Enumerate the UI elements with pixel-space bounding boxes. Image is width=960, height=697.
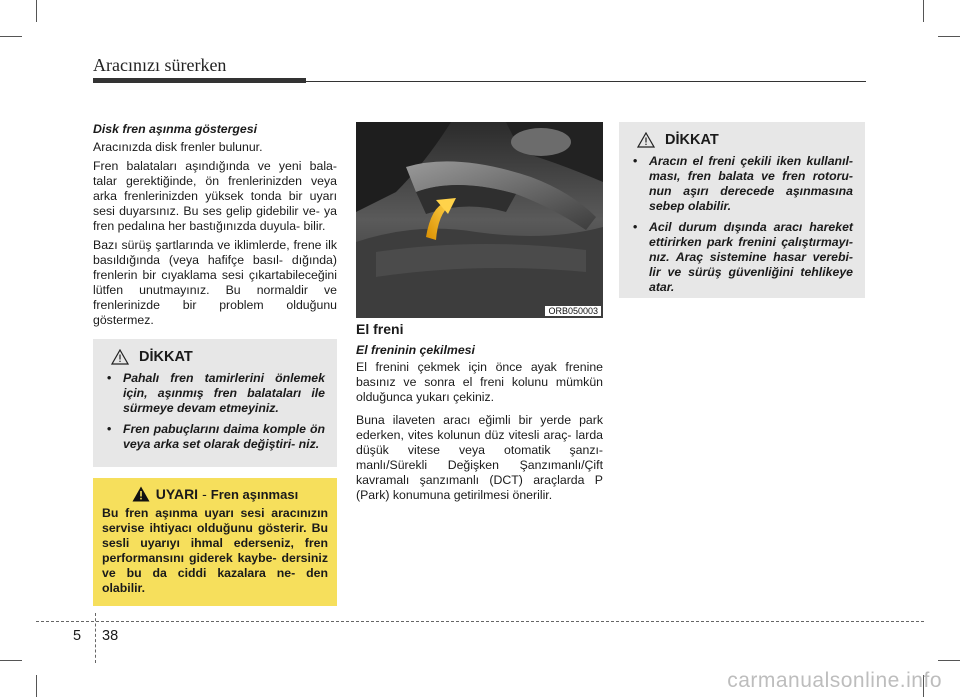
- header-bar: [93, 78, 306, 83]
- disc-wear-paragraph: Bazı sürüş şartlarında ve iklimlerde, frene ilk basıldığında (veya hafifçe basıl- dığında) frenlerin bir cıyaklama sesi çıkartabileceğini lütfen unutmayınız. Bu normaldir ve frenlerinizde bir problem olduğunu göstermez.: [93, 238, 337, 327]
- crop-mark: [0, 660, 22, 661]
- caution-list: [629, 154, 853, 295]
- caution-triangle-icon: [111, 349, 129, 365]
- caution-triangle-icon: [637, 132, 655, 148]
- footer-divider: [95, 613, 96, 663]
- page-header-title: Aracınızı sürerken: [93, 55, 227, 75]
- crop-mark: [938, 36, 960, 37]
- section-title: El freni: [356, 321, 404, 337]
- chapter-number: 5: [73, 628, 82, 644]
- caution-list: [103, 371, 325, 452]
- warning-label: UYARI: [155, 486, 199, 502]
- header-rule: [306, 81, 866, 82]
- photo-code: ORB050003: [545, 306, 601, 316]
- warning-title-text: Fren aşınması: [210, 486, 299, 502]
- warning-box: [93, 478, 337, 606]
- footer-rule: [36, 621, 924, 622]
- parking-paragraph: Buna ilaveten aracı eğimli bir yerde park ederken, vites kolunun düz vitesli araç- larda düşük vitese veya otomatik şanzı- manlı/Sürekli Değişken Şanzımanlı/Çift kavramalı şanzımanlı (DCT) araçlarda P (Park) konumuna getirilmesi önerilir.: [356, 413, 603, 502]
- caution-title: [111, 349, 325, 365]
- disc-wear-heading: Disk fren aşınma göstergesi: [93, 122, 258, 136]
- crop-mark: [923, 0, 924, 22]
- watermark: carmanualsonline.info: [727, 669, 942, 692]
- caution-title-text: DİKKAT: [139, 349, 193, 365]
- caution-title-text: DİKKAT: [665, 132, 719, 148]
- caution-box-left: [93, 339, 337, 467]
- caution-item: • Acil durum dışında aracı hareket ettirirken park frenini çalıştırmayı- nız. Araç sistemine hasar verebi- lir ve sürüş güvenliğini tehlikeye atar.: [629, 220, 853, 295]
- parking-brake-section: [356, 322, 603, 511]
- caution-item: • Aracın el freni çekili iken kullanıl- ması, fren balata ve fren rotoru- nun aşırı derecede aşınmasına sebep olabilir.: [629, 154, 853, 214]
- caution-item: • Pahalı fren tamirlerini önlemek için, aşınmış fren balataları ile sürmeye devam etmeyiniz.: [103, 371, 325, 416]
- parking-subheading: El freninin çekilmesi: [356, 343, 475, 357]
- caution-box-right: [619, 122, 865, 298]
- warning-separator: -: [202, 486, 207, 502]
- disc-wear-section: [93, 122, 337, 332]
- warning-triangle-icon: [132, 486, 150, 502]
- crop-mark: [938, 660, 960, 661]
- disc-wear-paragraph: Aracınızda disk frenler bulunur.: [93, 140, 263, 154]
- caution-title: [637, 132, 853, 148]
- parking-paragraph: El frenini çekmek için önce ayak frenine basınız ve sonra el freni kolunu mümkün olduğunca yukarı çekiniz.: [356, 360, 603, 404]
- parking-brake-illustration: [356, 122, 603, 318]
- parking-brake-photo: [356, 122, 603, 318]
- page-number: 38: [102, 628, 119, 644]
- disc-wear-paragraph: Fren balataları aşındığında ve yeni bala- talar gerektiğinde, ön frenlerinizden veya arka frenlerinizden yüksek tonda bir uyarı sesi duyarsınız. Bu ses gelip gidebilir ve- ya fren pedalına her bastığınızda duyula- bilir.: [93, 159, 337, 233]
- warning-title: [102, 486, 328, 502]
- crop-mark: [36, 675, 37, 697]
- crop-mark: [36, 0, 37, 22]
- crop-mark: [0, 36, 22, 37]
- caution-item: • Fren pabuçlarını daima komple ön veya arka set olarak değiştiri- niz.: [103, 422, 325, 452]
- warning-text: Bu fren aşınma uyarı sesi aracınızın servise ihtiyacı olduğunu gösterir. Bu sesli uyarıyı ihmal ederseniz, fren performansını giderek kaybe- dersiniz ve bu da ciddi kazalara ne- den olabilir.: [102, 506, 328, 595]
